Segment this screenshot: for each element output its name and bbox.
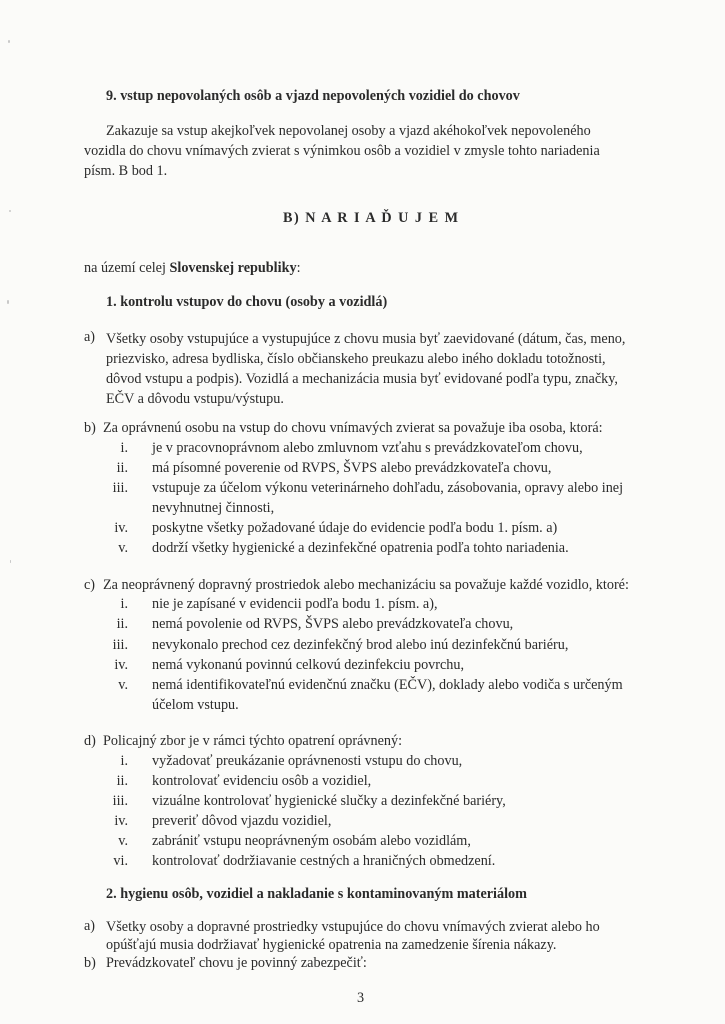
- point-1a-text: [106, 329, 706, 409]
- item-number: iii.: [112, 480, 128, 496]
- scan-mark: [9, 210, 11, 212]
- point-1c-label: c): [84, 577, 96, 593]
- item-number: v.: [118, 833, 128, 849]
- item-number: iv.: [114, 657, 128, 673]
- item-text: účelom vstupu.: [152, 697, 239, 713]
- point-2-heading: 2. hygienu osôb, vozidiel a nakladanie s kontaminovaným materiálom: [106, 886, 527, 902]
- point-1c-intro: Za neoprávnený dopravný prostriedok alebo mechanizáciu sa považuje každé vozidlo, ktoré:: [103, 577, 629, 593]
- item-text: dodrží všetky hygienické a dezinfekčné opatrenia podľa tohto nariadenia.: [152, 540, 569, 556]
- item-number: i.: [120, 440, 128, 456]
- item-text: zabrániť vstupu neoprávneným osobám alebo vozidlám,: [152, 833, 471, 849]
- text-line: opúšťajú musia dodržiavať hygienické opatrenia na zamedzenie šírenia nákazy.: [106, 937, 557, 953]
- text-line: EČV a dôvodu vstupu/výstupu.: [106, 391, 284, 407]
- text-line: Všetky osoby a dopravné prostriedky vstupujúce do chovu vnímavých zvierat alebo ho: [106, 919, 600, 935]
- item-text: kontrolovať dodržiavanie cestných a hraničných obmedzení.: [152, 853, 496, 869]
- point-1-heading: 1. kontrolu vstupov do chovu (osoby a vozidlá): [106, 294, 388, 310]
- item-number: iii.: [112, 793, 128, 809]
- item-text: nie je zapísané v evidencii podľa bodu 1. písm. a),: [152, 596, 438, 612]
- text-line: Všetky osoby vstupujúce a vystupujúce z chovu musia byť zaevidované (dátum, čas, meno,: [106, 331, 626, 347]
- item-text: vyžadovať preukázanie oprávnenosti vstupu do chovu,: [152, 753, 463, 769]
- point-1b-label: b): [84, 420, 96, 436]
- point-1a-label: a): [84, 329, 96, 345]
- item-text: nemá povolenie od RVPS, ŠVPS alebo prevádzkovateľa chovu,: [152, 616, 514, 632]
- text-line: priezvisko, adresa bydliska, číslo občianskeho preukazu alebo iného dokladu totožnosti,: [106, 351, 606, 367]
- territory-prefix: na území celej: [84, 260, 170, 276]
- scan-mark: [8, 40, 10, 43]
- text-line: Zakazuje sa vstup akejkoľvek nepovolanej osoby a vjazd akéhokoľvek nepovoleného: [106, 123, 591, 139]
- scan-mark: [7, 300, 9, 304]
- scan-mark: [10, 560, 11, 563]
- section-9-paragraph: [84, 121, 696, 181]
- item-text: má písomné poverenie od RVPS, ŠVPS alebo prevádzkovateľa chovu,: [152, 460, 552, 476]
- point-1b-intro: Za oprávnenú osobu na vstup do chovu vnímavých zvierat sa považuje iba osoba, ktorá:: [103, 420, 603, 436]
- point-2a-text: [106, 918, 706, 954]
- page-number: 3: [357, 990, 365, 1006]
- section-b-title: B) N A R I A Ď U J E M: [283, 210, 460, 226]
- item-number: i.: [120, 596, 128, 612]
- item-number: iv.: [114, 813, 128, 829]
- item-text: kontrolovať evidenciu osôb a vozidiel,: [152, 773, 372, 789]
- point-2a-label: a): [84, 918, 96, 934]
- item-text: nevyhnutnej činnosti,: [152, 500, 275, 516]
- item-text: je v pracovnoprávnom alebo zmluvnom vzťahu s prevádzkovateľom chovu,: [152, 440, 583, 456]
- item-text: vstupuje za účelom výkonu veterinárneho dohľadu, zásobovania, opravy alebo inej: [152, 480, 624, 496]
- item-number: vi.: [113, 853, 128, 869]
- text-line: dôvod vstupu a podpis). Vozidlá a mechanizácia musia byť evidované podľa typu, značky,: [106, 371, 618, 387]
- item-number: iv.: [114, 520, 128, 536]
- section-9-heading: 9. vstup nepovolaných osôb a vjazd nepovolených vozidiel do chovov: [106, 88, 520, 104]
- point-2b-text: Prevádzkovateľ chovu je povinný zabezpečiť:: [106, 955, 367, 971]
- item-number: v.: [118, 540, 128, 556]
- item-text: poskytne všetky požadované údaje do evidencie podľa bodu 1. písm. a): [152, 520, 558, 536]
- text-line: vozidla do chovu vnímavých zvierat s výnimkou osôb a vozidiel v zmysle tohto nariadenia: [84, 143, 600, 159]
- item-text: nevykonalo prechod cez dezinfekčný brod alebo inú dezinfekčnú bariéru,: [152, 637, 569, 653]
- item-text: preveriť dôvod vjazdu vozidiel,: [152, 813, 332, 829]
- point-2b-label: b): [84, 955, 96, 971]
- item-text: nemá vykonanú povinnú celkovú dezinfekciu povrchu,: [152, 657, 465, 673]
- territory-line: [84, 260, 301, 277]
- item-text: vizuálne kontrolovať hygienické slučky a dezinfekčné bariéry,: [152, 793, 506, 809]
- item-number: ii.: [116, 616, 128, 632]
- point-1d-intro: Policajný zbor je v rámci týchto opatrení oprávnený:: [103, 733, 403, 749]
- item-text: nemá identifikovateľnú evidenčnú značku (EČV), doklady alebo vodiča s určeným: [152, 677, 623, 693]
- point-1d-label: d): [84, 733, 96, 749]
- territory-suffix: :: [296, 260, 301, 276]
- item-number: ii.: [116, 460, 128, 476]
- territory-bold: Slovenskej republiky: [169, 260, 297, 276]
- item-number: v.: [118, 677, 128, 693]
- item-number: i.: [120, 753, 128, 769]
- item-number: ii.: [116, 773, 128, 789]
- text-line: písm. B bod 1.: [84, 163, 168, 179]
- item-number: iii.: [112, 637, 128, 653]
